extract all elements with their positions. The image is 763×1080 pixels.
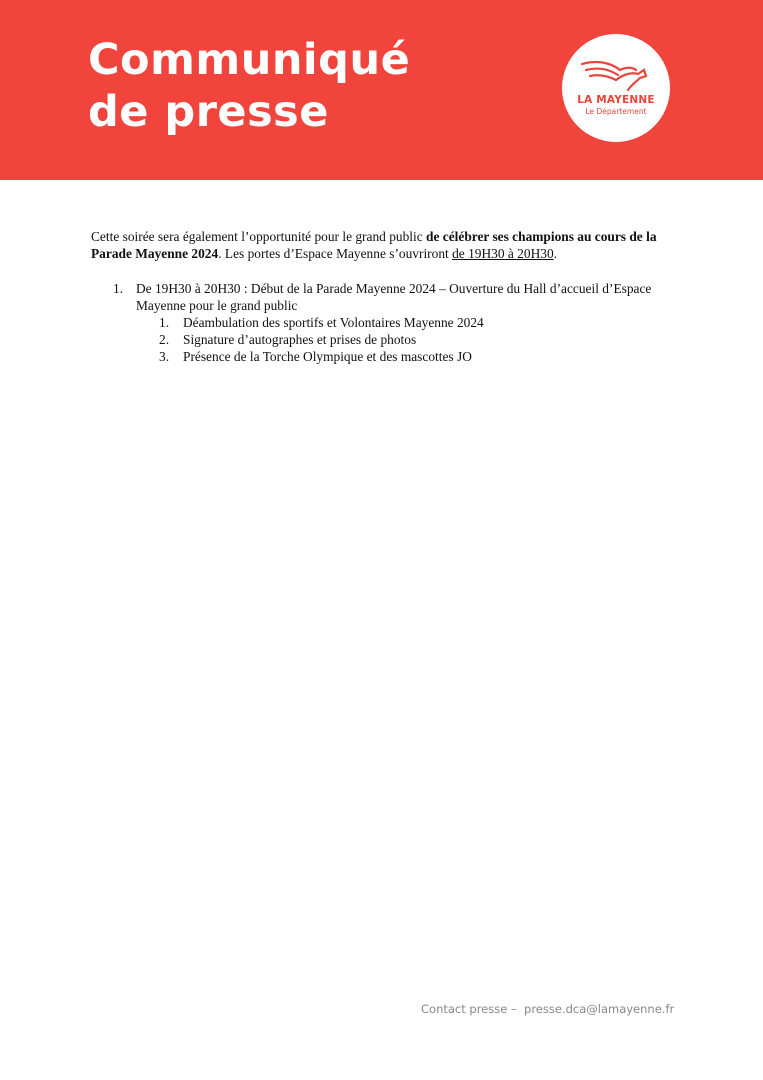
sub-list-item [91, 314, 671, 331]
intro-text-1: Cette soirée sera également l’opportunité pour le grand public [91, 229, 427, 244]
footer-contact [421, 1002, 674, 1016]
intro-text-3: . [553, 246, 557, 261]
title-line-1: Communiqué [88, 35, 411, 85]
sub-list-item-number: 3. [159, 349, 170, 364]
page-title [88, 34, 410, 138]
program-list [91, 280, 671, 365]
list-item-number: 1. [113, 281, 124, 296]
document-body [91, 228, 671, 365]
sub-list-item [91, 331, 671, 348]
sub-list-item-number: 2. [159, 332, 170, 347]
intro-bold-text: de célébrer ses champions au cours de la Parade Mayenne 2024 [91, 229, 657, 261]
footer-email[interactable]: presse.dca@lamayenne.fr [524, 1002, 675, 1016]
sub-list-item-text: Signature d’autographes et prises de photos [183, 332, 417, 347]
sub-list-item-number: 1. [159, 315, 170, 330]
list-item-text: De 19H30 à 20H30 : Début de la Parade Mayenne 2024 – Ouverture du Hall d’accueil d’Espace Mayenne pour le grand public [136, 281, 652, 313]
header-banner [0, 0, 763, 180]
sub-list-item-text: Présence de la Torche Olympique et des mascottes JO [183, 349, 472, 364]
la-mayenne-logo [562, 34, 670, 142]
sub-list-item [91, 348, 671, 365]
intro-text-2: . Les portes d’Espace Mayenne s’ouvriront [218, 246, 453, 261]
logo-subtitle: Le Département [585, 107, 647, 116]
title-line-2: de presse [88, 87, 329, 137]
intro-paragraph [91, 228, 671, 262]
footer-contact-label: Contact presse – [421, 1002, 517, 1016]
logo-name: LA MAYENNE [577, 94, 655, 106]
intro-underlined-time: de 19H30 à 20H30 [452, 246, 554, 261]
sub-list-item-text: Déambulation des sportifs et Volontaires Mayenne 2024 [183, 315, 484, 330]
list-item [91, 280, 671, 314]
winged-horse-icon [576, 56, 656, 92]
